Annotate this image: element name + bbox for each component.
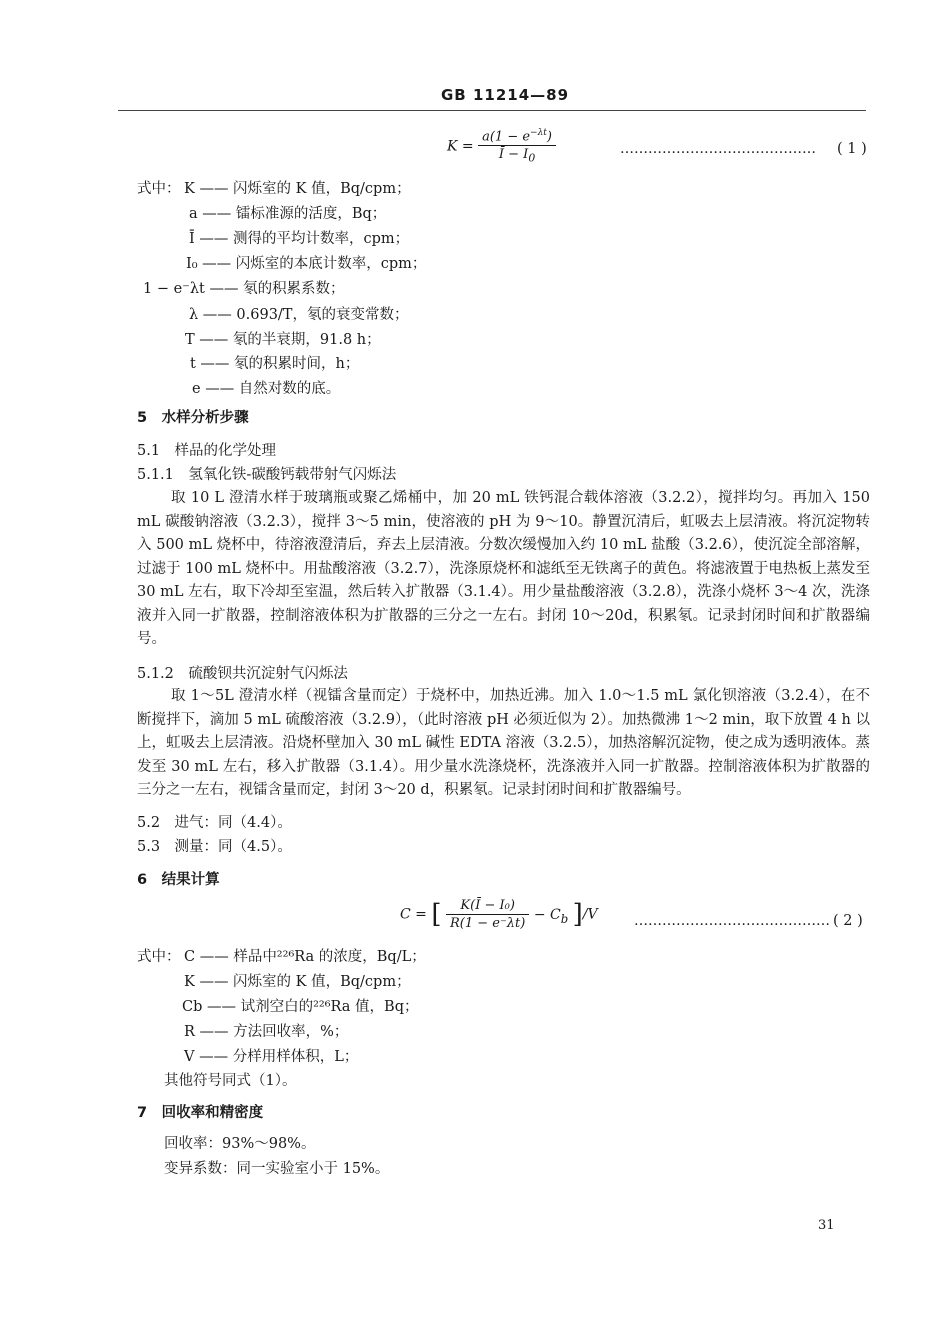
where1-item-k: K —— 闪烁室的 K 值，Bq/cpm； (184, 181, 411, 197)
header-rule (118, 110, 866, 111)
where2-other: 其他符号同式（1）。 (164, 1073, 297, 1089)
eq1-leader-dots: …………………………………… (620, 141, 816, 157)
coefficient-of-variation: 变异系数：同一实验室小于 15%。 (164, 1161, 390, 1177)
section-5-1-1: 5.1.1 氢氧化铁-碳酸钙载带射气闪烁法 (137, 467, 397, 483)
section-5-3: 5.3 测量：同（4.5）。 (137, 839, 292, 855)
eq2-leader-dots: …………………………………… (634, 913, 830, 929)
section-5-2: 5.2 进气：同（4.4）。 (137, 815, 292, 831)
standard-number: GB 11214—89 (441, 86, 570, 104)
where1-item-accum: 1 − e⁻λt —— 氡的积累系数； (143, 281, 345, 297)
section-6-title: 6 结果计算 (137, 872, 220, 888)
eq2-denominator: R(1 − e⁻λt) (449, 916, 526, 931)
where1-item-i: Ī —— 测得的平均计数率，cpm； (189, 231, 410, 247)
paragraph-5-1-1: 取 10 L 澄清水样于玻璃瓶或聚乙烯桶中，加 20 mL 铁钙混合载体溶液（3.2.2），搅拌均匀。再加入 150 mL 碳酸钠溶液（3.2.3），搅拌 3～5 min，使溶液的 pH 为 9～10。静置沉清后，虹吸去上层清液。将沉淀物转入 500 mL 烧杯中，待溶液澄清后，弃去上层清液。分数次缓慢加入约 10 mL 盐酸（3.2.6），使沉淀全部溶解，过滤于 100 mL 烧杯中。用盐酸溶液（3.2.7），洗涤原烧杯和滤纸至无铁离子的黄色。将滤液置于电热板上蒸发至 30 mL 左右，取下冷却至室温，然后转入扩散器（3.1.4）。用少量盐酸溶液（3.2.8），洗涤小烧杯 3～4 次，洗涤液并入同一扩散器，控制溶液体积为扩散器的三分之一左右。封闭 10～20d，积累氡。记录封闭时间和扩散器编号。 (137, 490, 870, 647)
page-number: 31 (818, 1218, 835, 1233)
where-intro-2: 式中： (137, 949, 181, 965)
where2-item-cb: Cb —— 试剂空白的²²⁶Ra 值，Bq； (182, 999, 419, 1015)
where2-item-k: K —— 闪烁室的 K 值，Bq/cpm； (184, 974, 411, 990)
section-5-1-2: 5.1.2 硫酸钡共沉淀射气闪烁法 (137, 666, 348, 682)
where1-item-T: T —— 氡的半衰期，91.8 h； (185, 332, 381, 348)
where2-item-c: C —— 样品中²²⁶Ra 的浓度，Bq/L； (184, 949, 426, 965)
where-intro-1: 式中： (137, 181, 181, 197)
equation-2: C = [ $\frac{\text{K(Ī − I₀)}}{R(1 - e^-\lambda t)}$ − $C_b$ ]/V (400, 898, 598, 931)
where1-item-lambda: λ —— 0.693/T，氡的衰变常数； (189, 307, 409, 323)
where2-item-v: V —— 分样用样体积，L； (184, 1049, 359, 1065)
where1-item-i0: I₀ —— 闪烁室的本底计数率，cpm； (186, 256, 427, 272)
eq2-blank-term: − $C_b$ (533, 906, 569, 926)
equation-1 (447, 128, 556, 165)
paragraph-5-1-2: 取 1～5L 澄清水样（视镭含量而定）于烧杯中，加热近沸。加入 1.0～1.5 mL 氯化钡溶液（3.2.4），在不断搅拌下，滴加 5 mL 硫酸溶液（3.2.9），（此时溶液 pH 必须近似为 2）。加热微沸 1～2 min，取下放置 4 h 以上，虹吸去上层清液。沿烧杯壁加入 30 mL 碱性 EDTA 溶液（3.2.5），加热溶解沉淀物，使之成为透明液体。蒸发至 30 mL 左右，移入扩散器（3.1.4）。用少量水洗涤烧杯，洗涤液并入同一扩散器。控制溶液体积为扩散器的三分之一左右，视镭含量而定，封闭 3～20 d，积累氡。记录封闭时间和扩散器编号。 (137, 688, 870, 798)
where1-item-e: e —— 自然对数的底。 (192, 381, 341, 397)
section-5-1: 5.1 样品的化学处理 (137, 443, 277, 459)
eq2-fraction (446, 898, 529, 931)
recovery-rate: 回收率：93%～98%。 (164, 1136, 316, 1152)
section-5-title: 5 水样分析步骤 (137, 410, 249, 426)
eq2-volume: /V (582, 906, 598, 923)
where2-item-r: R —— 方法回收率，%； (184, 1024, 349, 1040)
eq1-number: ( 1 ) (837, 141, 867, 157)
eq2-number: ( 2 ) (833, 913, 863, 929)
eq1-denominator: Ī − $I_0$ (498, 147, 536, 165)
eq1-numerator: $a(1 - e^{-\lambda t})$ (478, 128, 556, 146)
where1-item-a: a —— 镭标准源的活度，Bq； (189, 206, 387, 222)
eq1-fraction (478, 128, 556, 165)
section-7-title: 7 回收率和精密度 (137, 1105, 264, 1121)
eq2-numerator: K(Ī − I₀) (446, 898, 529, 915)
eq1-lhs: K = (447, 138, 474, 155)
where1-item-t: t —— 氡的积累时间，h； (190, 356, 360, 372)
eq2-lhs: C = (400, 906, 427, 923)
